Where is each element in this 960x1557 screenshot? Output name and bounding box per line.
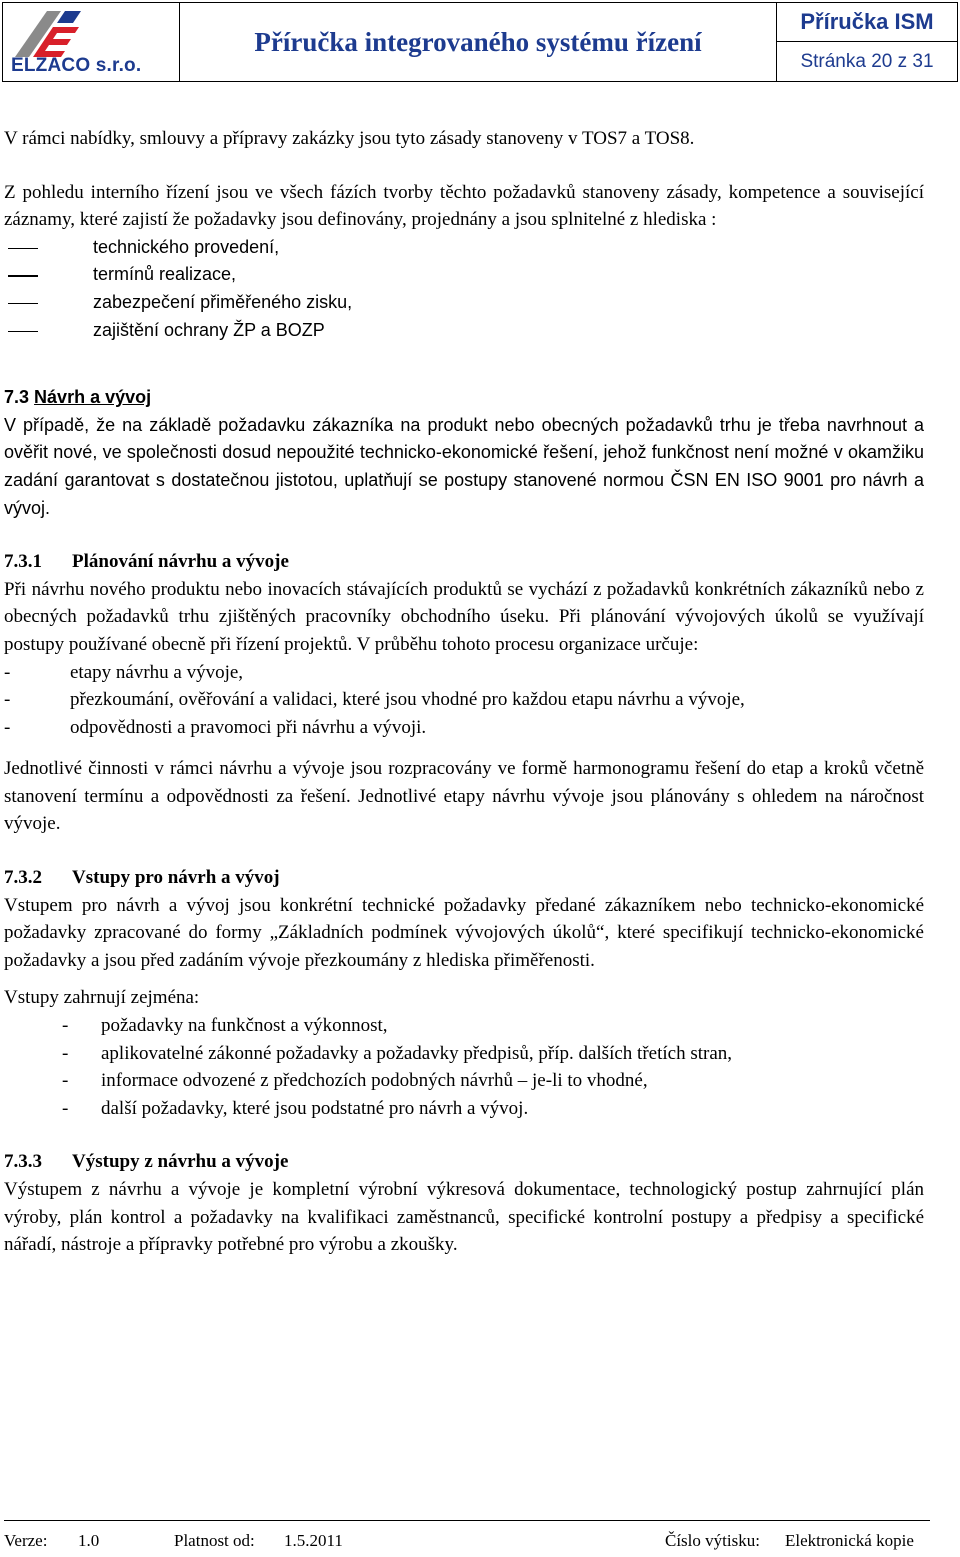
paragraph-internal-control: Z pohledu interního řízení jsou ve všech fázích tvorby těchto požadavků stanoveny zásady, kompetence a související záznamy, které zajistí že požadavky jsou definovány, projednány a jsou splnitelné z hlediska : (4, 181, 924, 231)
list-item: termínů realizace, (4, 261, 924, 289)
list-item: - odpovědnosti a pravomoci při návrhu a vývoji. (4, 714, 924, 742)
list-item: zabezpečení přiměřeného zisku, (4, 289, 924, 317)
list-marker: - (62, 1015, 69, 1037)
copy-number-label: Číslo výtisku: (665, 1531, 760, 1550)
paragraph-planning: Při návrhu nového produktu nebo inovacích stávajících produktů se vychází z požadavků konkrétních zákazníků nebo z obecných požadavků trhu zjištěných pracovníky obchodního úseku. Při plánování vývojových úkolů se využívají postupy používané obecně při řízení projektů. V průběhu tohoto procesu organizace určuje: (4, 578, 924, 655)
paragraph-design-development: V případě, že na základě požadavku zákazníka na produkt nebo obecných požadavků trhu je třeba navrhnout a ověřit nové, ve společnosti dosud nepoužité technicko-ekonomické řešení, jehož funkčnost není možné v okamžiku zadání garantovat s dostatečnou jistotou, uplatňují se postupy stanovené normou ČSN EN ISO 9001 pro návrh a vývoj. (4, 414, 924, 518)
header-right (777, 3, 957, 81)
list-marker: - (4, 661, 11, 683)
list-item: technického provedení, (4, 234, 924, 262)
aspect-list (4, 234, 924, 344)
list-marker: - (62, 1097, 69, 1119)
section-title: Výstupy z návrhu a vývoje (72, 1151, 289, 1173)
page-footer (4, 1520, 930, 1551)
section-title: Vstupy pro návrh a vývoj (72, 867, 280, 889)
list-item: - další požadavky, které jsou podstatné pro návrh a vývoj. (4, 1095, 924, 1123)
page-header (2, 2, 958, 82)
elzaco-logo-icon (13, 9, 83, 59)
document-name: Příručka ISM (777, 3, 957, 42)
document-title: Příručka integrovaného systému řízení (254, 26, 702, 57)
section-number: 7.3.3 (4, 1151, 42, 1173)
list-item: - přezkoumání, ověřování a validaci, které jsou vhodné pro každou etapu návrhu a vývoje, (4, 686, 924, 714)
list-marker: - (62, 1042, 69, 1064)
section-title: Návrh a vývoj (34, 387, 152, 408)
company-logo (3, 3, 180, 81)
section-heading-7-3-2 (4, 864, 924, 892)
valid-from-label: Platnost od: (174, 1531, 255, 1550)
section-number: 7.3 (4, 387, 30, 408)
page-number: Stránka 20 z 31 (800, 50, 934, 72)
list-item: zajištění ochrany ŽP a BOZP (4, 317, 924, 345)
section-heading-7-3 (4, 384, 924, 412)
version-label: Verze: (4, 1531, 48, 1550)
section-number: 7.3.2 (4, 867, 42, 889)
list-item: - etapy návrhu a vývoje, (4, 659, 924, 687)
inputs-list (4, 1012, 924, 1122)
copy-number-value: Elektronická kopie (785, 1531, 914, 1550)
section-number: 7.3.1 (4, 551, 42, 573)
paragraph-inputs-intro: Vstupy zahrnují zejména: (4, 987, 200, 1009)
section-title: Plánování návrhu a vývoje (72, 551, 289, 573)
paragraph-intro: V rámci nabídky, smlouvy a přípravy zakázky jsou tyto zásady stanoveny v TOS7 a TOS8. (4, 128, 695, 149)
list-marker: - (4, 716, 11, 738)
list-item: - aplikovatelné zákonné požadavky a požadavky předpisů, příp. dalších třetích stran, (4, 1040, 924, 1068)
section-heading-7-3-1 (4, 548, 924, 576)
planning-list (4, 659, 924, 742)
header-title-cell (180, 3, 777, 81)
list-marker: - (62, 1070, 69, 1092)
list-item: - požadavky na funkčnost a výkonnost, (4, 1012, 924, 1040)
list-marker: - (4, 689, 11, 711)
document-body (4, 125, 924, 1259)
paragraph-inputs: Vstupem pro návrh a vývoj jsou konkrétní technické požadavky předané zákazníkem nebo technicko-ekonomické požadavky zpracované do formy „Základních podmínek vývojových úkolů“, které specifikují technicko-ekonomické požadavky a jsou před zadáním vývoje přezkoumány z hlediska přiměřenosti. (4, 894, 924, 971)
logo-text: ELZACO s.r.o. (11, 55, 142, 76)
paragraph-outputs: Výstupem z návrhu a vývoje je kompletní výrobní výkresová dokumentace, technologický postup zahrnující plán výroby, plán kontrol a požadavky na kvalifikaci zaměstnanců, specifické kontrolní postupy a předpisy a specifické nářadí, nástroje a přípravky potřebné pro výrobu a zkoušky. (4, 1179, 924, 1256)
section-heading-7-3-3 (4, 1148, 924, 1176)
valid-from-value: 1.5.2011 (284, 1531, 343, 1550)
list-item: - informace odvozené z předchozích podobných návrhů – je-li to vhodné, (4, 1067, 924, 1095)
paragraph-activities: Jednotlivé činnosti v rámci návrhu a vývoje jsou rozpracovány ve formě harmonogramu řešení do etap a kroků včetně stanovení termínu a odpovědnosti za řešení. Jednotlivé etapy návrhu vývoje jsou plánovány s ohledem na náročnost vývoje. (4, 758, 924, 835)
version-value: 1.0 (78, 1531, 100, 1550)
